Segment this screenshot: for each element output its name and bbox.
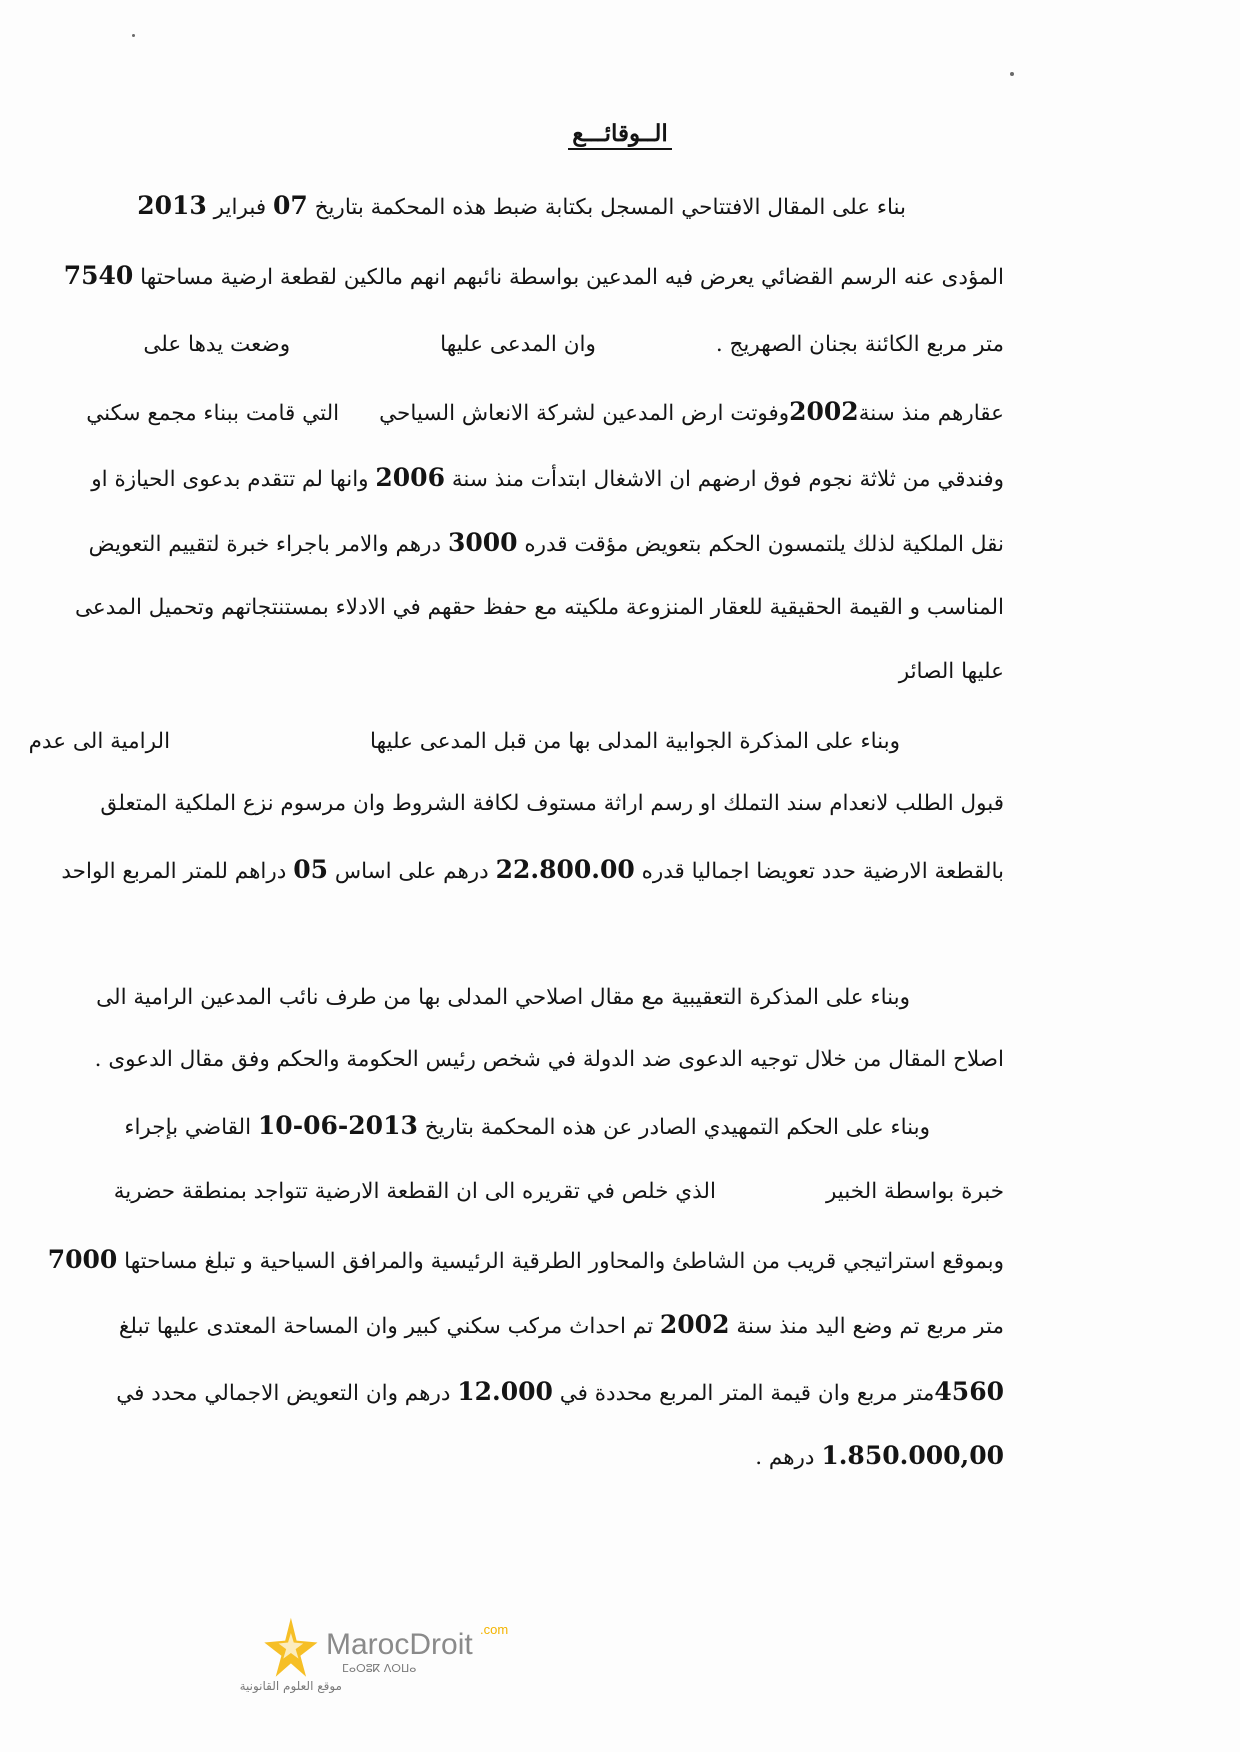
text-fragment: 7540 — [63, 261, 134, 290]
marocdroit-watermark — [239, 1608, 532, 1698]
paragraph-4-line-4 — [118, 1305, 1004, 1345]
text-fragment: الذي خلص في تقريره الى ان القطعة الارضية تتواجد بمنطقة حضرية — [113, 1179, 716, 1204]
scan-speck — [1010, 72, 1014, 76]
text-fragment: 05 — [293, 855, 328, 884]
paragraph-1-line-1 — [137, 186, 906, 226]
text-fragment: متر مربع تم وضع اليد منذ سنة — [729, 1314, 1004, 1339]
text-fragment: متر مربع وان قيمة المتر المربع محددة في — [552, 1381, 935, 1406]
paragraph-4-line-2 — [113, 1172, 1004, 1212]
text-fragment: 2002 — [789, 397, 859, 426]
text-fragment: 07 — [272, 191, 308, 220]
text-fragment: نقل الملكية لذلك يلتمسون الحكم بتعويض مؤقت قدره — [517, 532, 1004, 557]
text-fragment: وانها لم تتقدم بدعوى الحيازة او — [91, 467, 376, 492]
text-fragment: وبموقع استراتيجي قريب من الشاطئ والمحاور الطرقية الرئيسية والمرافق السياحية و تبلغ مساحتها — [117, 1249, 1004, 1274]
text-fragment: بناء على المقال الافتتاحي المسجل بكتابة ضبط هذه المحكمة بتاريخ — [307, 195, 906, 220]
text-fragment: وبناء على المذكرة الجوابية المدلى بها من قبل المدعى عليها — [370, 729, 900, 754]
text-fragment: 7000 — [47, 1245, 118, 1274]
paragraph-4-line-1 — [124, 1106, 930, 1146]
section-title — [0, 120, 1240, 147]
text-fragment: وان المدعى عليها — [440, 332, 596, 357]
paragraph-3-line-2 — [94, 1040, 1004, 1080]
text-fragment: قبول الطلب لانعدام سند التملك او رسم اراثة مستوف لكافة الشروط وان مرسوم نزع الملكية المتعلق — [100, 791, 1004, 816]
text-fragment: وضعت يدها على — [143, 332, 291, 357]
text-fragment: بالقطعة الارضية حدد تعويضا اجماليا قدره — [634, 859, 1004, 884]
text-fragment: درهم . — [755, 1445, 822, 1470]
text-fragment: التي قامت ببناء مجمع سكني — [86, 401, 340, 426]
text-fragment: 3000 — [447, 528, 518, 557]
brand-suffix: .com — [480, 1622, 509, 1637]
text-fragment: درهم وان التعويض الاجمالي محدد في — [116, 1381, 458, 1406]
text-fragment: متر مربع الكائنة بجنان الصهريج . — [715, 332, 1004, 357]
text-fragment: تم احداث مركب سكني كبير وان المساحة المعتدى عليها تبلغ — [118, 1314, 660, 1339]
paragraph-1-line-4 — [86, 392, 1004, 432]
text-fragment: وفوتت ارض المدعين لشركة الانعاش السياحي — [379, 401, 790, 426]
text-fragment: 4560 — [934, 1377, 1004, 1406]
text-fragment: 2013 — [137, 191, 207, 220]
text-fragment: 22.800.00 — [495, 855, 635, 884]
text-fragment: 1.850.000,00 — [821, 1441, 1004, 1470]
text-fragment: فبراير — [206, 195, 273, 220]
text-fragment: وفندقي من ثلاثة نجوم فوق ارضهم ان الاشغال ابتدأت منذ سنة — [444, 467, 1004, 492]
paragraph-2-line-3 — [61, 850, 1004, 890]
text-fragment: دراهم للمتر المربع الواحد — [61, 859, 294, 884]
text-fragment: 2013-06-10 — [257, 1111, 418, 1140]
brand-tifinagh: ⵎⴰⵔⵓⴽ ⴷⵔⵡⴰ — [342, 1662, 417, 1675]
section-title-text: الــوقائـــع — [568, 120, 672, 150]
paragraph-1-line-8 — [166, 652, 1004, 692]
text-fragment: الرامية الى عدم — [28, 729, 171, 754]
text-fragment: عليها الصائر — [898, 659, 1004, 684]
text-fragment: درهم والامر باجراء خبرة لتقييم التعويض — [88, 532, 448, 557]
paragraph-1-line-6 — [88, 523, 1004, 563]
text-fragment: 12.000 — [457, 1377, 553, 1406]
text-fragment: عقارهم منذ سنة — [858, 401, 1004, 426]
text-fragment: وبناء على المذكرة التعقيبية مع مقال اصلاحي المدلى بها من طرف نائب المدعين الرامية الى — [96, 985, 910, 1010]
paragraph-1-line-7 — [74, 588, 1004, 628]
paragraph-1-line-2 — [63, 256, 1004, 296]
paragraph-3-line-1 — [96, 978, 910, 1018]
paragraph-4-line-5 — [116, 1372, 1004, 1412]
text-fragment: 2006 — [375, 463, 445, 492]
paragraph-2-line-2 — [100, 784, 1004, 824]
text-fragment: خبرة بواسطة الخبير — [825, 1179, 1004, 1204]
text-fragment: المناسب و القيمة الحقيقية للعقار المنزوعة ملكيته مع حفظ حقهم في الادلاء بمستنتجاتهم وتحميل المدعى — [74, 595, 1004, 620]
brand-name: MarocDroit — [326, 1628, 473, 1661]
paragraph-4-line-6 — [404, 1436, 1004, 1476]
text-fragment: 2002 — [659, 1310, 730, 1339]
text-fragment: وبناء على الحكم التمهيدي الصادر عن هذه المحكمة بتاريخ — [417, 1115, 930, 1140]
scan-speck — [132, 34, 135, 37]
paragraph-1-line-3 — [143, 325, 1004, 365]
brand-tagline: موقع العلوم القانونية — [239, 1679, 342, 1693]
paragraph-1-line-5 — [91, 458, 1004, 498]
paragraph-2-line-1 — [28, 722, 900, 762]
paragraph-4-line-3 — [47, 1240, 1004, 1280]
text-fragment: المؤدى عنه الرسم القضائي يعرض فيه المدعين بواسطة نائبهم انهم مالكين لقطعة ارضية مساحتها — [133, 265, 1004, 290]
text-fragment: درهم على اساس — [327, 859, 496, 884]
text-fragment: اصلاح المقال من خلال توجيه الدعوى ضد الدولة في شخص رئيس الحكومة والحكم وفق مقال الدعوى . — [94, 1047, 1004, 1072]
text-fragment: القاضي بإجراء — [124, 1115, 258, 1140]
star-logo-icon — [264, 1618, 317, 1677]
